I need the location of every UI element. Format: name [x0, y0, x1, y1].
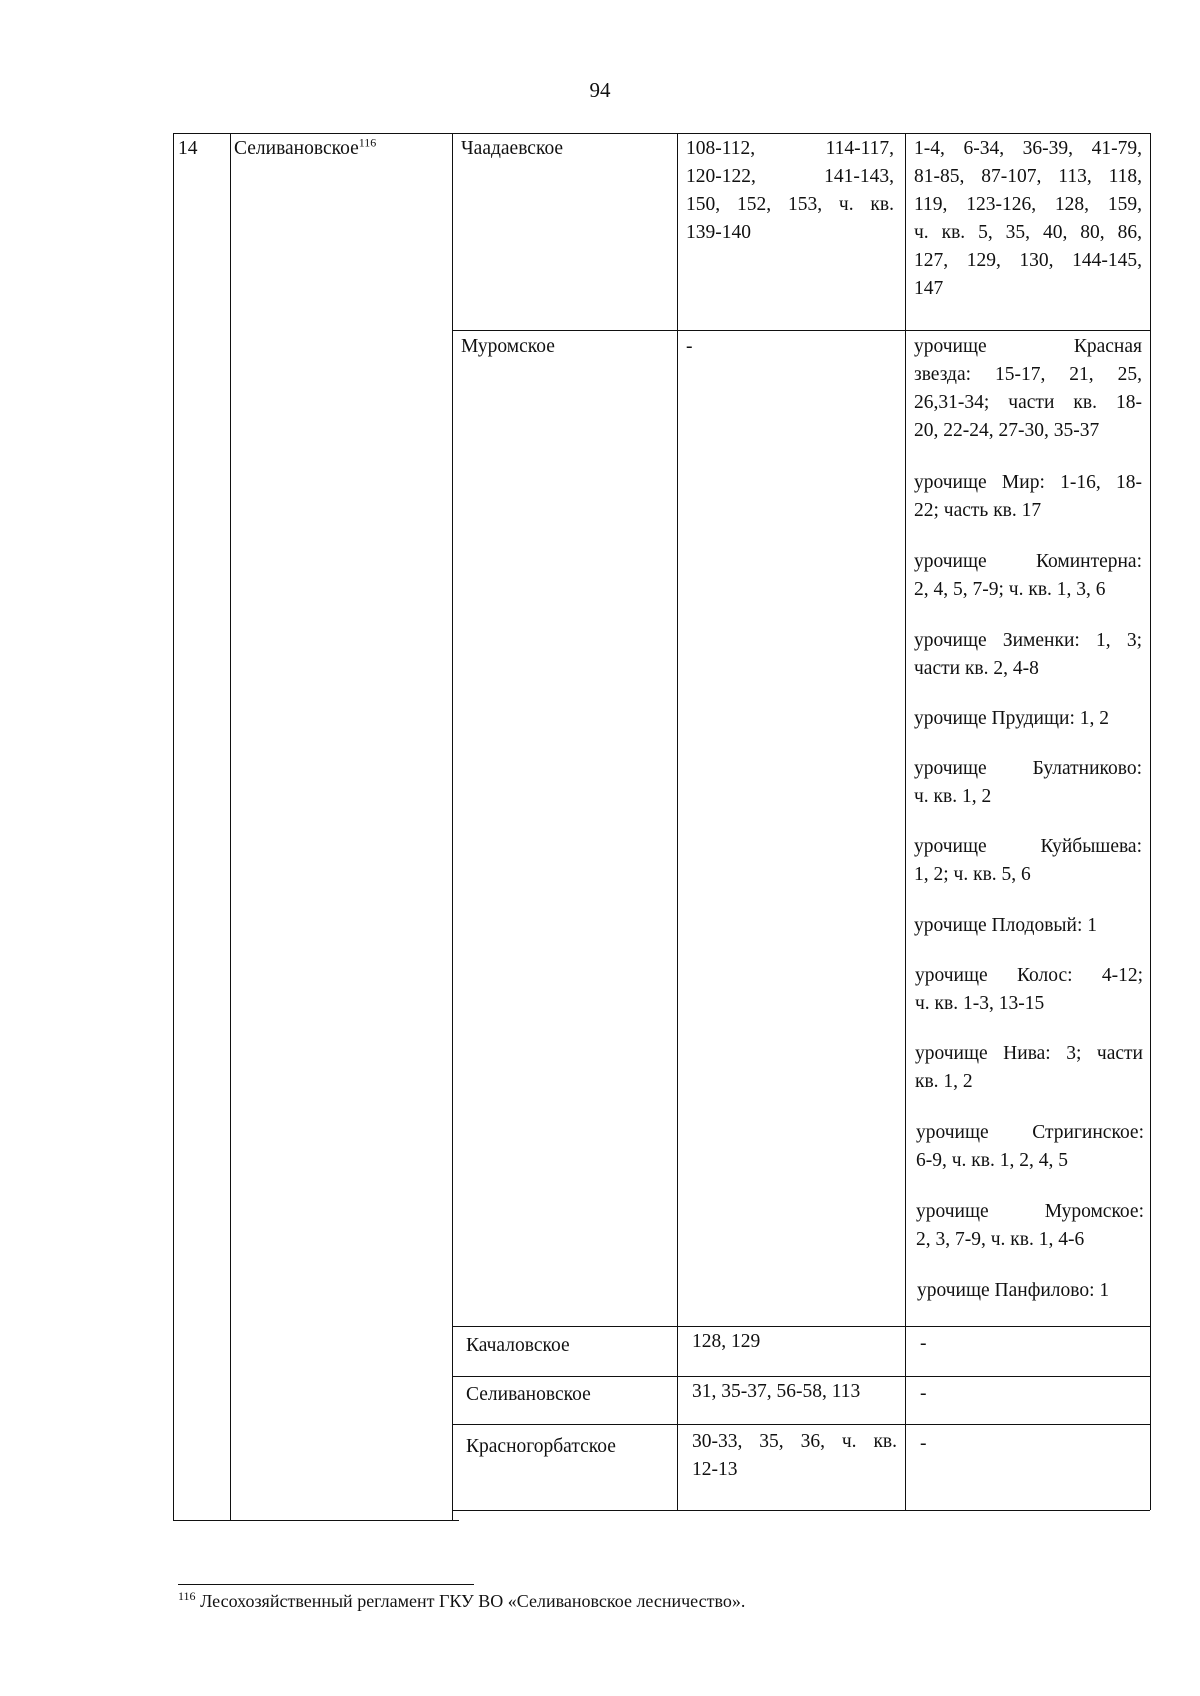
other-line: 127, 129, 130, 144-145,: [914, 250, 1142, 271]
col-divider-2: [452, 133, 453, 1520]
tract-line: ч. кв. 1-3, 13-15: [915, 993, 1045, 1014]
table-right-border: [1150, 133, 1151, 1510]
tract-line: урочище Красная: [914, 336, 1142, 357]
footnote-rule: [178, 1584, 474, 1585]
col-divider-1: [230, 133, 231, 1520]
footnote-number: 116: [178, 1589, 196, 1603]
tract-entry: [914, 333, 1142, 445]
tract-line: части кв. 2, 4-8: [914, 658, 1039, 679]
table-bottom-right: [452, 1510, 1150, 1511]
forestry-name-cell: [234, 135, 376, 163]
tract-entry: [915, 1040, 1143, 1096]
tract-line: ч. кв. 1, 2: [914, 786, 992, 807]
tract-entry: [914, 469, 1142, 525]
tract-line: урочище Зименки: 1, 3;: [914, 630, 1142, 651]
quarters-line: 108-112, 114-117,: [686, 138, 894, 159]
tract-entry: [917, 1277, 1145, 1305]
tract-entry: [914, 627, 1142, 683]
quarters-cell: -: [686, 336, 693, 357]
footnote: [178, 1588, 745, 1614]
tract-line: урочище Нива: 3; части: [915, 1043, 1143, 1064]
subdivision-name: Селивановское: [466, 1384, 591, 1405]
tract-entry: [914, 912, 1142, 940]
quarters-line: 150, 152, 153, ч. кв.: [686, 194, 894, 215]
other-quarters-cell: -: [920, 1333, 927, 1354]
tract-entry: [916, 1198, 1144, 1254]
footnote-ref: 116: [358, 135, 377, 150]
tract-line: урочище Панфилово: 1: [917, 1280, 1110, 1301]
row-divider-2: [452, 1326, 1150, 1327]
tract-entry: [914, 755, 1142, 811]
subdivision-name: Чаадаевское: [461, 138, 564, 159]
col-divider-3: [677, 133, 678, 1510]
tract-line: урочище Коминтерна:: [914, 551, 1142, 572]
quarters-line: 12-13: [692, 1459, 738, 1480]
tract-line: 20, 22-24, 27-30, 35-37: [914, 420, 1100, 441]
quarters-line: 139-140: [686, 222, 751, 243]
tract-line: 2, 3, 7-9, ч. кв. 1, 4-6: [916, 1229, 1085, 1250]
tract-line: урочище Куйбышева:: [914, 836, 1142, 857]
quarters-cell: [686, 135, 894, 247]
tract-line: урочище Прудищи: 1, 2: [914, 708, 1109, 729]
tract-line: урочище Муромское:: [916, 1201, 1144, 1222]
tract-line: 2, 4, 5, 7-9; ч. кв. 1, 3, 6: [914, 579, 1106, 600]
tract-line: звезда: 15-17, 21, 25,: [914, 364, 1142, 385]
other-quarters-cell: -: [920, 1433, 927, 1454]
row-number-cell: 14: [178, 138, 198, 159]
quarters-line: 30-33, 35, 36, ч. кв.: [692, 1431, 897, 1452]
other-line: 119, 123-126, 128, 159,: [914, 194, 1142, 215]
other-line: ч. кв. 5, 35, 40, 80, 86,: [914, 222, 1142, 243]
row-divider-3: [452, 1376, 1150, 1377]
other-quarters-cell: [914, 135, 1142, 303]
quarters-cell: 31, 35-37, 56-58, 113: [692, 1381, 861, 1402]
tract-line: 22; часть кв. 17: [914, 500, 1042, 521]
quarters-cell: [692, 1428, 897, 1484]
page-number: 94: [589, 78, 611, 102]
quarters-cell: 128, 129: [692, 1331, 761, 1352]
tract-line: урочище Мир: 1-16, 18-: [914, 472, 1142, 493]
tract-entry: [914, 548, 1142, 604]
table-bottom-border: [173, 1520, 459, 1521]
subdivision-name: Красногорбатское: [466, 1436, 616, 1457]
other-line: 1-4, 6-34, 36-39, 41-79,: [914, 138, 1142, 159]
tract-line: урочище Булатниково:: [914, 758, 1142, 779]
row-divider-1: [452, 330, 1150, 331]
tract-entry: [914, 705, 1142, 733]
tract-line: кв. 1, 2: [915, 1071, 973, 1092]
table-left-border: [173, 133, 174, 1520]
subdivision-name: Муромское: [461, 336, 555, 357]
footnote-text: Лесохозяйственный регламент ГКУ ВО «Селивановское лесничество».: [200, 1591, 746, 1611]
other-quarters-cell: -: [920, 1383, 927, 1404]
tract-line: урочище Колос: 4-12;: [915, 965, 1143, 986]
forestry-name: Селивановское: [234, 138, 359, 159]
other-line: 147: [914, 278, 944, 299]
tract-entry: [914, 833, 1142, 889]
other-line: 81-85, 87-107, 113, 118,: [914, 166, 1142, 187]
tract-line: урочище Стригинское:: [916, 1122, 1144, 1143]
tract-line: 26,31-34; части кв. 18-: [914, 392, 1142, 413]
quarters-line: 120-122, 141-143,: [686, 166, 894, 187]
subdivision-name: Качаловское: [466, 1335, 570, 1356]
tract-line: урочище Плодовый: 1: [914, 915, 1097, 936]
table-top-border: [173, 133, 1150, 134]
row-divider-4: [452, 1424, 1150, 1425]
tract-entry: [916, 1119, 1144, 1175]
tract-line: 6-9, ч. кв. 1, 2, 4, 5: [916, 1150, 1068, 1171]
col-divider-4: [905, 133, 906, 1510]
tract-line: 1, 2; ч. кв. 5, 6: [914, 864, 1031, 885]
tract-entry: [915, 962, 1143, 1018]
